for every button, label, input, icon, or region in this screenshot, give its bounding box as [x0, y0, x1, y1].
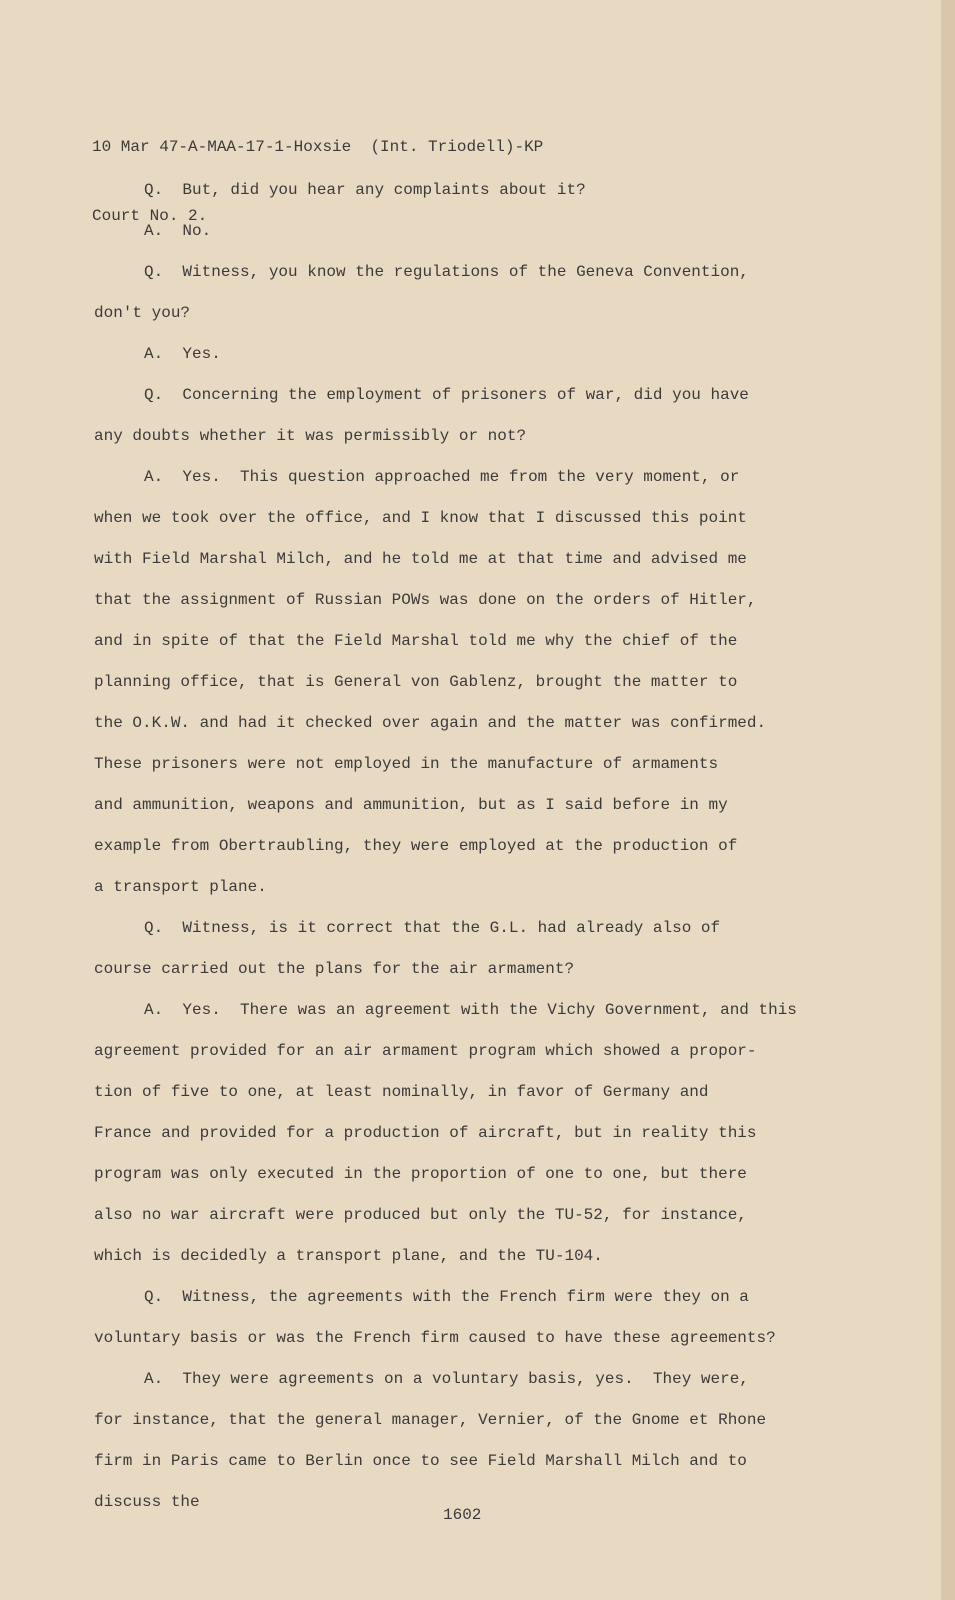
transcript-line: These prisoners were not employed in the manufacture of armaments: [94, 755, 719, 773]
transcript-line: also no war aircraft were produced but only the TU-52, for instance,: [94, 1206, 747, 1224]
transcript-line: A. Yes. This question approached me from the very moment, or: [144, 468, 740, 486]
transcript-line: which is decidedly a transport plane, and the TU-104.: [94, 1247, 603, 1265]
transcript-line: A. Yes. There was an agreement with the Vichy Government, and this: [144, 1001, 797, 1019]
transcript-line: A. No.: [144, 222, 212, 240]
transcript-line: A. They were agreements on a voluntary basis, yes. They were,: [144, 1370, 749, 1388]
transcript-line: and ammunition, weapons and ammunition, but as I said before in my: [94, 796, 728, 814]
transcript-line: a transport plane.: [94, 878, 267, 896]
transcript-line: when we took over the office, and I know that I discussed this point: [94, 509, 747, 527]
page-number: 1602: [443, 1506, 482, 1524]
transcript-line: don't you?: [94, 304, 191, 322]
transcript-line: discuss the: [94, 1493, 200, 1511]
transcript-line: A. Yes.: [144, 345, 221, 363]
transcript-line: with Field Marshal Milch, and he told me at that time and advised me: [94, 550, 747, 568]
transcript-line: Q. But, did you hear any complaints about it?: [144, 181, 586, 199]
header-line-1: 10 Mar 47-A-MAA-17-1-Hoxsie (Int. Triodell)-KP: [92, 138, 544, 156]
transcript-line: tion of five to one, at least nominally, in favor of Germany and: [94, 1083, 709, 1101]
transcript-line: voluntary basis or was the French firm caused to have these agreements?: [94, 1329, 776, 1347]
header-line-2: Court No. 2.: [92, 207, 208, 225]
transcript-line: the O.K.W. and had it checked over again and the matter was confirmed.: [94, 714, 767, 732]
transcript-line: Q. Witness, is it correct that the G.L. had already also of: [144, 919, 721, 937]
transcript-line: example from Obertraubling, they were employed at the production of: [94, 837, 738, 855]
transcript-line: that the assignment of Russian POWs was done on the orders of Hitler,: [94, 591, 757, 609]
transcript-line: Q. Witness, you know the regulations of the Geneva Convention,: [144, 263, 749, 281]
transcript-line: course carried out the plans for the air armament?: [94, 960, 575, 978]
transcript-line: planning office, that is General von Gablenz, brought the matter to: [94, 673, 738, 691]
transcript-body: [94, 170, 854, 1523]
transcript-line: agreement provided for an air armament program which showed a propor-: [94, 1042, 757, 1060]
transcript-line: for instance, that the general manager, Vernier, of the Gnome et Rhone: [94, 1411, 767, 1429]
transcript-line: France and provided for a production of aircraft, but in reality this: [94, 1124, 757, 1142]
transcript-line: and in spite of that the Field Marshal told me why the chief of the: [94, 632, 738, 650]
transcript-line: firm in Paris came to Berlin once to see Field Marshall Milch and to: [94, 1452, 747, 1470]
transcript-line: Q. Witness, the agreements with the French firm were they on a: [144, 1288, 749, 1306]
transcript-line: any doubts whether it was permissibly or not?: [94, 427, 527, 445]
transcript-line: Q. Concerning the employment of prisoners of war, did you have: [144, 386, 749, 404]
transcript-line: program was only executed in the proportion of one to one, but there: [94, 1165, 747, 1183]
